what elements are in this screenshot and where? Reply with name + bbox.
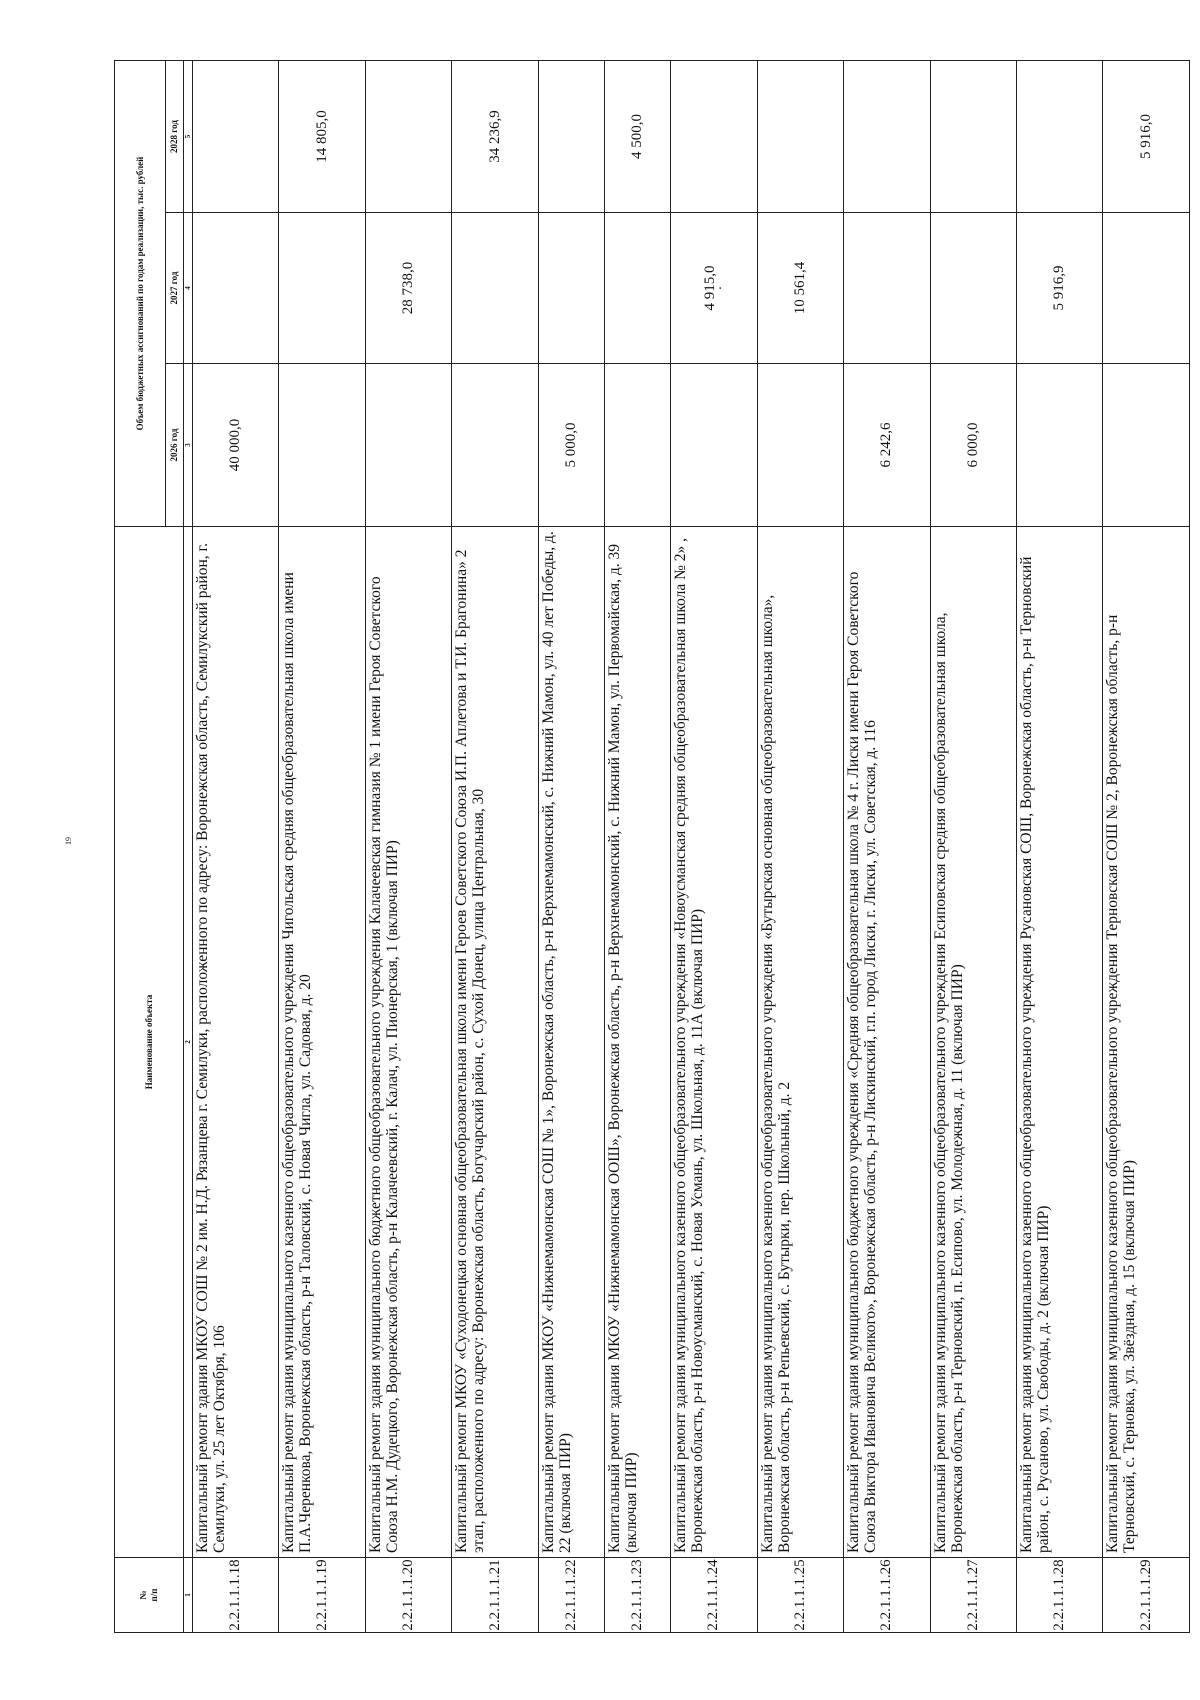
value-2028: 5 916,0	[1103, 60, 1190, 212]
object-name: Капитальный ремонт здания муниципального бюджетного учреждения «Средняя общеобразовательная школа № 4 г. Лиски имени Героя Советского Союза Виктора Ивановича Великого», Воронежская область, р-н Лискинский, г.п. город Лиски, г. Лиски, ул. Советская, д. 116	[844, 527, 930, 1558]
value-2027: 28 738,0	[365, 213, 451, 364]
table-row	[279, 60, 365, 1632]
value-2026	[671, 364, 757, 527]
object-name: Капитальный ремонт здания муниципального казенного общеобразовательного учреждения Русановская СОШ, Воронежская область, р-н Терновский район, с. Русаново, ул. Свободы, д. 2 (включая ПИР)	[1017, 527, 1103, 1558]
table-row	[1017, 60, 1103, 1632]
header-name: Наименование объекта	[115, 527, 184, 1558]
value-2028	[671, 60, 757, 212]
table-row	[1103, 60, 1190, 1632]
object-name: Капитальный ремонт здания муниципального казенного общеобразовательного учреждения «Бутырская основная общеобразовательная школа», Воронежская область, р-н Репьевский, с. Бутырки, пер. Школьный, д. 2	[757, 527, 843, 1558]
value-2026: 6 242,6	[844, 364, 930, 527]
header-year-2026: 2026 год	[166, 364, 184, 527]
value-2027	[605, 213, 671, 364]
row-number: 2.2.1.1.1.25	[757, 1558, 843, 1633]
object-name: Капитальный ремонт здания муниципального казенного общеобразовательного учреждения «Новоусманская средняя общеобразовательная школа № 2» , Воронежская область, р-н Новоусманский, с. Новая Усмань, ул. Школьная, д. 11А (включая ПИР)	[671, 527, 757, 1558]
row-number: 2.2.1.1.1.24	[671, 1558, 757, 1633]
table-row	[538, 60, 604, 1632]
value-2027	[193, 213, 279, 364]
value-2026	[452, 364, 538, 527]
value-2026	[757, 364, 843, 527]
value-2028: 4 500,0	[605, 60, 671, 212]
value-2028	[1017, 60, 1103, 212]
value-2027: 10 561,4	[757, 213, 843, 364]
object-name: Капитальный ремонт здания МКОУ СОШ № 2 им. Н.Д. Рязанцева г. Семилуки, расположенного по адресу: Воронежская область, Семилукский район, г. Семилуки, ул. 25 лет Октября, 106	[193, 527, 279, 1558]
row-number: 2.2.1.1.1.22	[538, 1558, 604, 1633]
table-row	[671, 60, 757, 1632]
value-2028: 14 805,0	[279, 60, 365, 212]
object-name: Капитальный ремонт здания муниципального казенного общеобразовательного учреждения Терновская СОШ № 2, Воронежская область, р-н Терновский, с. Терновка, ул. Звёздная, д. 15 (включая ПИР)	[1103, 527, 1190, 1558]
value-2028	[757, 60, 843, 212]
row-number: 2.2.1.1.1.29	[1103, 1558, 1190, 1633]
value-2027	[1103, 213, 1190, 364]
value-2028	[930, 60, 1016, 212]
value-2027	[279, 213, 365, 364]
object-name: Капитальный ремонт МКОУ «Суходонецкая основная общеобразовательная школа имени Героев Советского Союза И.П. Аплетова и Т.И. Брагонина» 2 этап, расположенного по адресу: Воронежская область, Богучарский район, с. Сухой Донец, улица Центральная, 30	[452, 527, 538, 1558]
object-name: Капитальный ремонт здания МКОУ «Нижнемамонская ООШ», Воронежская область, р-н Верхнемамонский, с. Нижний Мамон, ул. Первомайская, д. 39 (включая ПИР)	[605, 527, 671, 1558]
value-2026	[279, 364, 365, 527]
object-name: Капитальный ремонт здания МКОУ «Нижнемамонская СОШ № 1», Воронежская область, р-н Верхнемамонский, с. Нижний Мамон, ул. 40 лет Победы, д. 22 (включая ПИР)	[538, 527, 604, 1558]
row-number: 2.2.1.1.1.27	[930, 1558, 1016, 1633]
table-row	[193, 60, 279, 1632]
stray-dot-mark: ·	[714, 285, 730, 291]
object-name: Капитальный ремонт здания муниципального казенного общеобразовательного учреждения Чигольская средняя общеобразовательная школа имени П.А.Черенкова, Воронежская область, р-н Таловский, с. Новая Чигла, ул. Садовая, д. 20	[279, 527, 365, 1558]
budget-table	[114, 60, 1190, 1633]
object-name: Капитальный ремонт здания муниципального бюджетного общеобразовательного учреждения Калачеевская гимназия № 1 имени Героя Советского Союза Н.М. Дудецкого, Воронежская область, р-н Калачеевский, г. Калач, ул. Пионерская, 1 (включая ПИР)	[365, 527, 451, 1558]
row-number: 2.2.1.1.1.19	[279, 1558, 365, 1633]
value-2028	[193, 60, 279, 212]
value-2028	[538, 60, 604, 212]
header-year-2027: 2027 год	[166, 213, 184, 364]
object-name: Капитальный ремонт здания муниципального казенного общеобразовательного учреждения Есиповская средняя общеобразовательная школа, Воронежская область, р-н Терновский, п. Есипово, ул. Молодежная, д. 11 (включая ПИР)	[930, 527, 1016, 1558]
value-2027: 4 915,0 ·	[671, 213, 757, 364]
table-row	[452, 60, 538, 1632]
column-number: 4	[184, 213, 193, 364]
column-number: 3	[184, 364, 193, 527]
column-number: 1	[184, 1558, 193, 1633]
value-2026: 5 000,0	[538, 364, 604, 527]
row-number: 2.2.1.1.1.26	[844, 1558, 930, 1633]
table-row	[844, 60, 930, 1632]
column-number: 2	[184, 527, 193, 1558]
value-2026	[1017, 364, 1103, 527]
value-2027: 5 916,9	[1017, 213, 1103, 364]
value-2027	[538, 213, 604, 364]
table-row	[930, 60, 1016, 1632]
column-number: 5	[184, 60, 193, 212]
row-number: 2.2.1.1.1.20	[365, 1558, 451, 1633]
header-volume-group: Объем бюджетных ассигнований по годам реализации, тыс. рублей	[115, 60, 166, 526]
table-row	[605, 60, 671, 1632]
row-number: 2.2.1.1.1.21	[452, 1558, 538, 1633]
header-year-2028: 2028 год	[166, 60, 184, 212]
rotated-table-container	[114, 61, 1190, 1633]
row-number: 2.2.1.1.1.18	[193, 1558, 279, 1633]
value-2026: 40 000,0	[193, 364, 279, 527]
value-2027	[844, 213, 930, 364]
value-2026	[365, 364, 451, 527]
value-2028: 34 236,9	[452, 60, 538, 212]
value-2027	[930, 213, 1016, 364]
page-number: 19	[64, 837, 73, 845]
table-row	[757, 60, 843, 1632]
value-2028	[844, 60, 930, 212]
value-2028	[365, 60, 451, 212]
value-2027	[452, 213, 538, 364]
header-number: № п/п	[115, 1558, 184, 1633]
row-number: 2.2.1.1.1.23	[605, 1558, 671, 1633]
table-row	[365, 60, 451, 1632]
row-number: 2.2.1.1.1.28	[1017, 1558, 1103, 1633]
value-2026	[605, 364, 671, 527]
value-2026	[1103, 364, 1190, 527]
value-2026: 6 000,0	[930, 364, 1016, 527]
